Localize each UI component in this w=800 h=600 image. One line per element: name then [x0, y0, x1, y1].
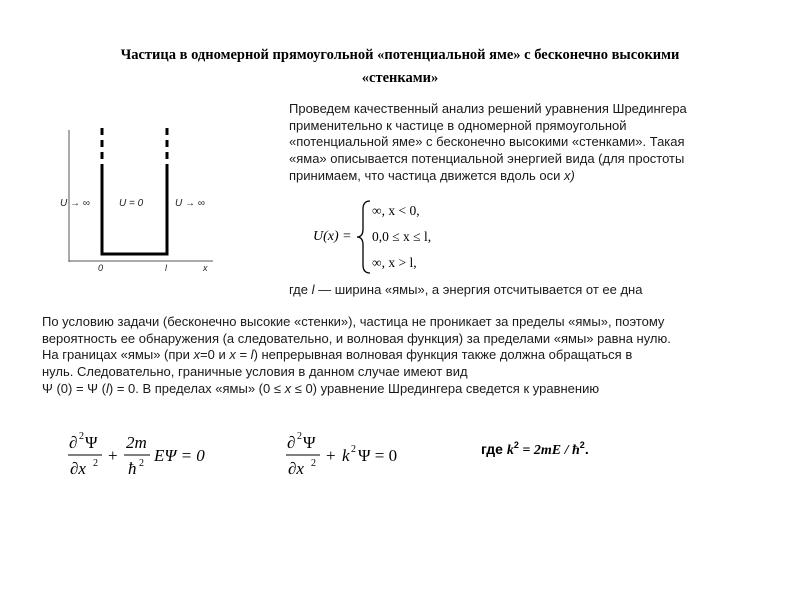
label-u-zero: U = 0 [119, 198, 144, 209]
body-line-3-l: l [250, 347, 254, 363]
body-line-3-g: ) непрерывная волновая функция также должна обращаться в [253, 347, 633, 363]
potential-case-3: ∞, x > l, [372, 255, 417, 270]
eq1-num-psi: Ψ [85, 433, 98, 452]
body-line-3 [42, 347, 762, 364]
tick-label-zero: 0 [98, 263, 104, 273]
body-line-3-x1: x [193, 347, 201, 363]
label-u-infinity-left: U → ∞ [60, 198, 90, 209]
eq1-tail: EΨ = 0 [154, 446, 205, 465]
potential-well-diagram [55, 120, 225, 280]
body-line-3-e: = [235, 347, 251, 363]
where-k-sup-1: 2 [513, 440, 519, 450]
slide-title [40, 44, 760, 90]
tick-label-l: l [165, 263, 167, 273]
body-line-5-a: Ψ (0) = Ψ ( [42, 380, 106, 396]
eq1-num-d: ∂ [69, 433, 78, 452]
body-line-5-e: ≤ 0) уравнение Шредингера сведется к уравнению [291, 380, 600, 396]
eq2-tail: Ψ = 0 [358, 446, 398, 465]
eq2-num-exp: 2 [297, 431, 302, 442]
eq1-den-dx: ∂x [70, 459, 86, 478]
intro-line-1: Проведем качественный анализ решений уравнения Шредингера [289, 101, 687, 116]
body-line-5-x: x [284, 380, 292, 396]
intro-line-3: «потенциальной яме» с бесконечно высокими «стенками». Такая [289, 134, 685, 150]
potential-case-2: 0,0 ≤ x ≤ l, [372, 229, 432, 244]
eq1-plus: + [108, 446, 118, 465]
eq2-k-exp: 2 [351, 444, 356, 455]
body-line-4: нуль. Следовательно, граничные условия в данном случае имеют вид [42, 364, 468, 380]
body-line-2: вероятность ее обнаружения (а следовательно, и волновая функция) за пределами «ямы» равна нулю. [42, 330, 671, 346]
slide-title-line-1: Частица в одномерной прямоугольной «потенциальной яме» с бесконечно высокими [120, 47, 680, 63]
eq1-den-exp: 2 [93, 458, 98, 469]
eq2-plus: + [326, 446, 336, 465]
axis-label-x: x [203, 263, 208, 273]
where-k-sup-2: 2 [579, 440, 585, 450]
potential-case-1: ∞, x < 0, [372, 203, 420, 218]
body-line-3-c: =0 и [200, 347, 230, 363]
label-u-infinity-right: U → ∞ [175, 198, 205, 209]
where-k-me: mE [540, 443, 562, 458]
where-l-rest: — ширина «ямы», а энергия отсчитывается от ее дна [314, 282, 643, 297]
eq1-frac2-num: 2m [126, 433, 147, 452]
body-line-3-x2: x [229, 347, 236, 363]
intro-line-5 [289, 168, 769, 185]
curly-brace [355, 199, 373, 275]
where-k-dot: . [584, 441, 589, 457]
body-line-5 [42, 381, 762, 398]
reduced-equation [284, 428, 444, 484]
where-k-eq: = 2 [518, 443, 541, 458]
where-k-definition [481, 440, 589, 459]
eq1-num-exp: 2 [79, 431, 84, 442]
eq1-frac2-den: ħ [128, 459, 137, 478]
body-line-5-l: l [105, 380, 109, 396]
where-l-symbol: l [311, 282, 315, 297]
eq2-num-d: ∂ [287, 433, 296, 452]
intro-line-2: применительно к частице в одномерной прямоугольной [289, 117, 627, 133]
schrodinger-equation [66, 428, 246, 484]
eq2-k: k [342, 446, 350, 465]
body-line-1: По условию задачи (бесконечно высокие «стенки»), частица не проникает за пределы «ямы», поэтому [42, 314, 665, 329]
intro-axis-symbol: x) [564, 167, 575, 183]
where-l-line [289, 282, 642, 299]
where-l-prefix: где [289, 282, 312, 297]
intro-paragraph [289, 101, 769, 185]
where-k-prefix: где [481, 441, 507, 457]
where-k-slash: / ħ [561, 443, 580, 458]
body-paragraph [42, 314, 762, 398]
intro-line-5-text: принимаем, что частица движется вдоль оси [289, 167, 565, 183]
eq2-num-psi: Ψ [303, 433, 316, 452]
eq1-frac2-den-exp: 2 [139, 458, 144, 469]
eq2-den-dx: ∂x [288, 459, 304, 478]
eq2-den-exp: 2 [311, 458, 316, 469]
body-line-3-a: На границах «ямы» (при [42, 347, 194, 363]
slide-title-line-2: «стенками» [361, 70, 439, 86]
intro-line-4: «яма» описывается потенциальной энергией вида (для простоты [289, 151, 685, 167]
where-k-symbol: k [506, 443, 514, 458]
potential-lhs: U(x) = [313, 229, 352, 244]
body-line-5-c: ) = 0. В пределах «ямы» (0 ≤ [108, 380, 285, 396]
